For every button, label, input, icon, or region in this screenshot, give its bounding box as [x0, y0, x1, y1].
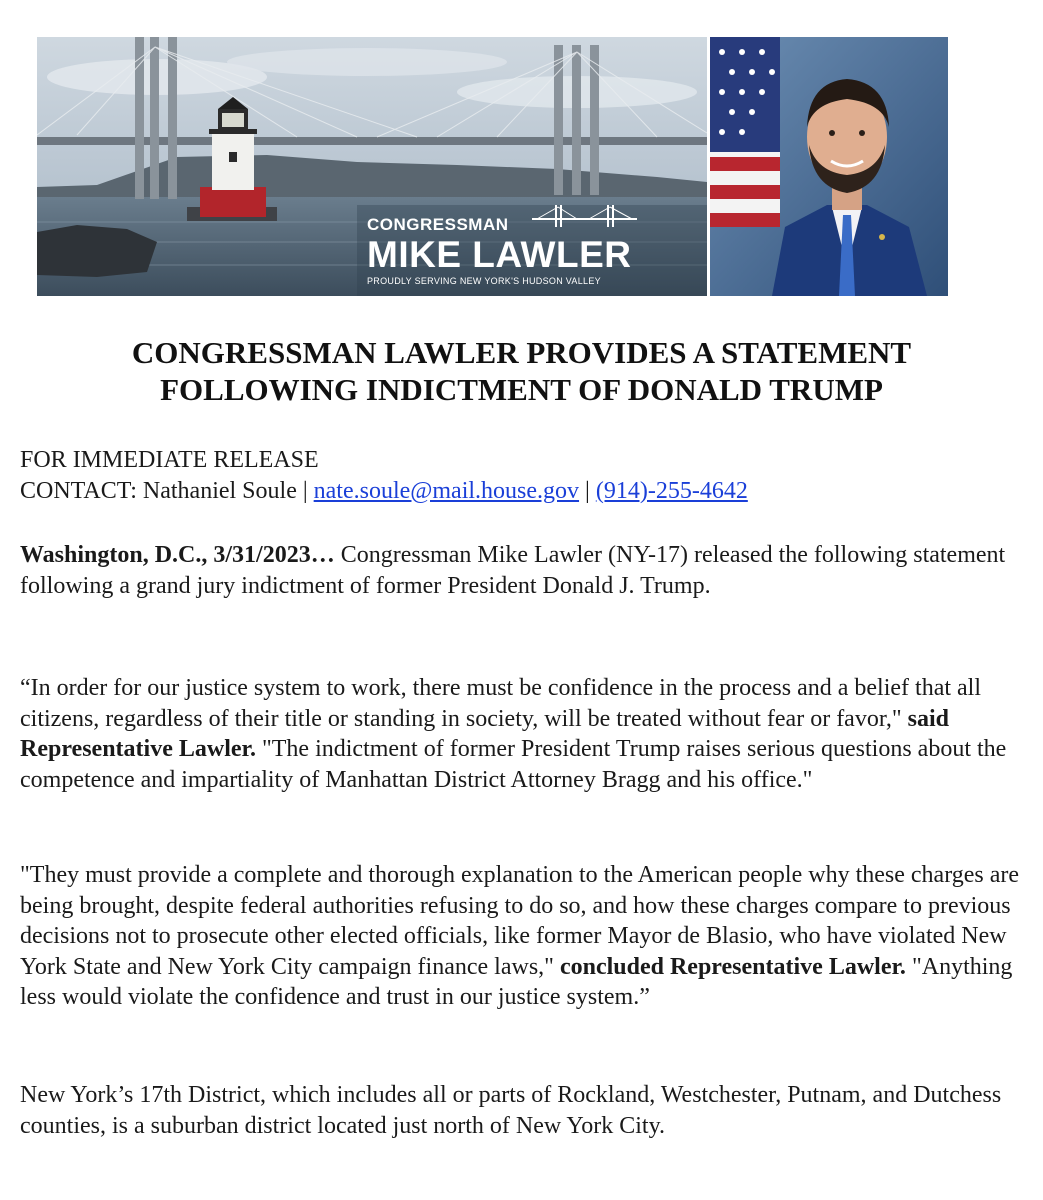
district-paragraph: New York’s 17th District, which includes all or parts of Rockland, Westchester, Putnam, and Dutchess counties, is a suburban district located just north of New York City. — [20, 1082, 1002, 1139]
contact-phone-link[interactable]: (914)-255-4642 — [595, 477, 748, 504]
dateline-text: Congressman Mike Lawler (NY-17) released the following statement following a grand jury indictment of former President Donald J. Trump. — [20, 542, 1006, 599]
banner-name: MIKE LAWLER — [367, 234, 632, 275]
quote1-part-b: "The indictment of former President Trump raises serious questions about the competence and impartiality of Manhattan District Attorney Bragg and his office." — [20, 736, 1007, 793]
quote1-part-a: “In order for our justice system to work, there must be confidence in the process and a belief that all citizens, regardless of their title or standing in society, will be treated without fear or favor," — [20, 675, 982, 732]
contact-separator-2: | — [585, 477, 590, 504]
flag-icon — [710, 37, 780, 227]
quote2-attribution: concluded Representative Lawler. — [559, 953, 906, 980]
quote1-attribution: said Representative Lawler. — [20, 705, 950, 762]
headline-line-1: CONGRESSMAN LAWLER PROVIDES A STATEMENT — [131, 335, 912, 370]
contact-separator-1: | — [302, 477, 308, 504]
release-label: FOR IMMEDIATE RELEASE — [20, 447, 319, 473]
contact-name: CONTACT: Nathaniel Soule — [20, 477, 297, 504]
release-contact-block — [20, 445, 1035, 506]
contact-email-link[interactable]: nate.soule@mail.house.gov — [313, 477, 580, 504]
contact-line — [20, 476, 1035, 507]
press-release-headline — [20, 334, 1023, 408]
dateline-paragraph — [20, 540, 1035, 601]
quote2-part-b: "Anything less would violate the confidence and trust in our justice system.” — [20, 953, 1013, 1010]
banner-title-block — [367, 215, 667, 287]
quote-paragraph-1 — [20, 673, 1035, 795]
header-banner — [37, 37, 948, 296]
dateline: Washington, D.C., 3/31/2023… — [20, 542, 335, 568]
banner-congressman-label: CONGRESSMAN — [367, 215, 509, 234]
headline-line-2: FOLLOWING INDICTMENT OF DONALD TRUMP — [160, 372, 883, 407]
quote2-part-a: "They must provide a complete and thorough explanation to the American people why these charges are being brought, despite federal authorities refusing to do so, and how these charges compare to previous decisions not to prosecute other elected officials, like former Mayor de Blasio, who have violated New York State and New York City campaign finance laws," — [20, 862, 1020, 980]
banner-tagline: PROUDLY SERVING NEW YORK'S HUDSON VALLEY — [367, 276, 601, 286]
quote-paragraph-2 — [20, 860, 1035, 1013]
